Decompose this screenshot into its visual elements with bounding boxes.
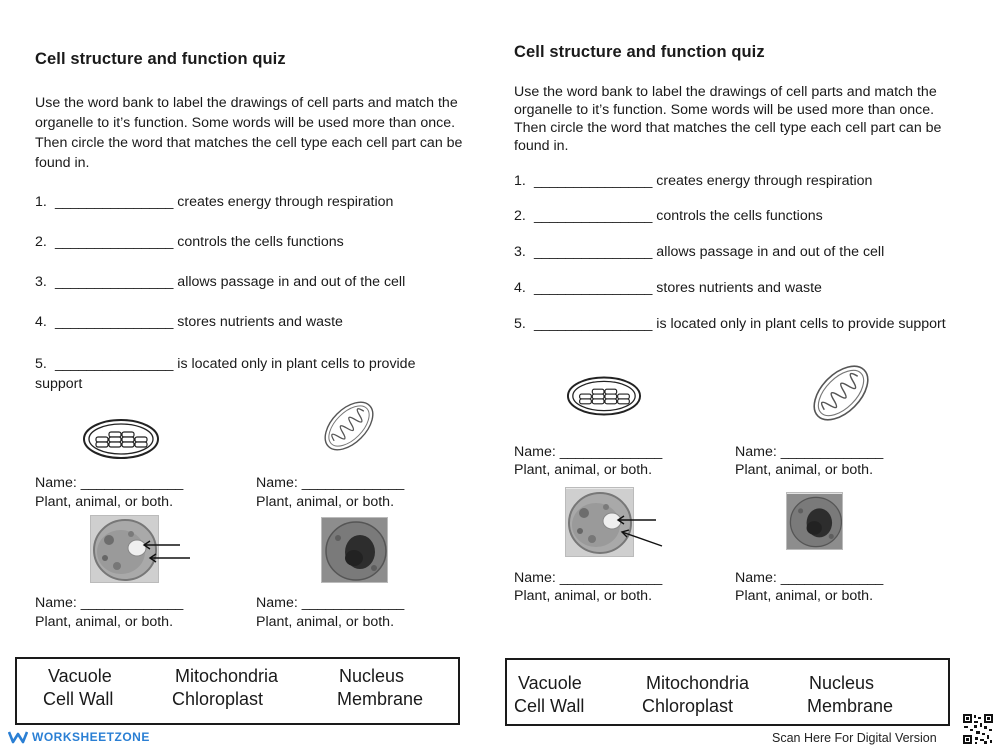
name-label: Name: _____________ [35,475,184,491]
nucleus-micrograph [321,517,388,583]
right-question-3 [514,244,884,260]
scan-instruction: Scan Here For Digital Version [772,731,937,745]
instruction-line: found in. [514,138,569,154]
name-label: Name: _____________ [735,570,884,586]
left-name-field-1 [35,474,183,512]
left-title: Cell structure and function quiz [35,50,286,68]
question-number: 5. [35,356,47,372]
name-label: Name: _____________ [256,475,405,491]
word-cell-wall: Cell Wall [43,689,114,709]
nucleus-micrograph [786,492,843,550]
instruction-line: Use the word bank to label the drawings of cell parts and match the [514,84,937,100]
left-name-field-4 [256,594,404,632]
chloroplast-drawing [566,375,642,417]
chloroplast-drawing [82,418,160,460]
left-word-bank [15,657,460,725]
word-vacuole: Vacuole [48,666,112,686]
right-instructions [514,83,994,155]
cell-type-label: Plant, animal, or both. [514,462,653,478]
word-membrane: Membrane [337,689,424,709]
instruction-line: Then circle the word that matches the cell type each cell part can be [514,120,942,136]
left-question-2 [35,234,344,250]
right-name-field-1 [514,443,662,479]
question-number: 5. [514,316,526,332]
word-nucleus: Nucleus [339,666,405,686]
name-label: Name: _____________ [35,595,184,611]
question-number: 1. [514,173,526,189]
name-label: Name: _____________ [735,444,884,460]
word-chloroplast: Chloroplast [172,689,264,709]
word-cell-wall: Cell Wall [514,696,585,716]
worksheetzone-logo-icon [8,730,28,744]
question-number: 4. [35,314,47,330]
cell-type-label: Plant, animal, or both. [35,614,174,630]
word-membrane: Membrane [807,696,894,716]
question-text: _______________ allows passage in and out of the cell [55,274,406,290]
right-question-4 [514,280,822,296]
word-nucleus: Nucleus [809,673,875,693]
cell-type-label: Plant, animal, or both. [256,494,395,510]
right-name-field-3 [514,569,662,605]
word-mitochondria: Mitochondria [175,666,279,686]
question-text: _______________ is located only in plant cells to provide support [534,316,946,332]
cell-type-label: Plant, animal, or both. [256,614,395,630]
left-name-field-2 [256,474,404,512]
question-number: 1. [35,194,47,210]
brand-name: WORKSHEETZONE [32,730,150,744]
question-number: 3. [514,244,526,260]
name-label: Name: _____________ [514,570,663,586]
left-question-3 [35,274,405,290]
word-vacuole: Vacuole [518,673,582,693]
brand-logo [8,730,150,744]
left-question-5 [35,354,455,394]
arrow-icon [612,512,668,548]
instruction-line: organelle to it’s function. Some words will be used more than once. [514,102,935,118]
word-mitochondria: Mitochondria [646,673,750,693]
cell-type-label: Plant, animal, or both. [35,494,174,510]
right-word-bank [505,658,950,726]
name-label: Name: _____________ [514,444,663,460]
right-name-field-4 [735,569,883,605]
mitochondria-drawing [806,357,876,429]
left-name-field-3 [35,594,183,632]
question-number: 4. [514,280,526,296]
question-text: _______________ controls the cells functions [534,208,823,224]
right-question-2 [514,208,823,224]
question-text: _______________ creates energy through respiration [55,194,394,210]
cell-type-label: Plant, animal, or both. [735,462,874,478]
left-question-4 [35,314,343,330]
question-text: _______________ stores nutrients and waste [55,314,343,330]
right-title: Cell structure and function quiz [514,43,765,61]
name-label: Name: _____________ [256,595,405,611]
arrow-icon [138,538,194,566]
right-question-5 [514,316,946,332]
left-question-1 [35,194,393,210]
qr-code-icon[interactable] [962,713,994,745]
question-text: _______________ creates energy through respiration [534,173,873,189]
mitochondria-drawing [318,394,380,458]
right-name-field-2 [735,443,883,479]
word-chloroplast: Chloroplast [642,696,734,716]
question-text: _______________ allows passage in and out of the cell [534,244,885,260]
question-text: _______________ controls the cells functions [55,234,344,250]
question-number: 2. [35,234,47,250]
question-number: 3. [35,274,47,290]
cell-type-label: Plant, animal, or both. [514,588,653,604]
question-text: _______________ stores nutrients and waste [534,280,822,296]
right-question-1 [514,173,872,189]
left-instructions: Use the word bank to label the drawings of cell parts and match the organelle to it’s function. Some words will be used more than once. Then circle the word that matches the cell type each cell part can be found in. [35,95,463,171]
question-text: _______________ is located only in plant cells to provide support [35,356,416,392]
cell-type-label: Plant, animal, or both. [735,588,874,604]
question-number: 2. [514,208,526,224]
